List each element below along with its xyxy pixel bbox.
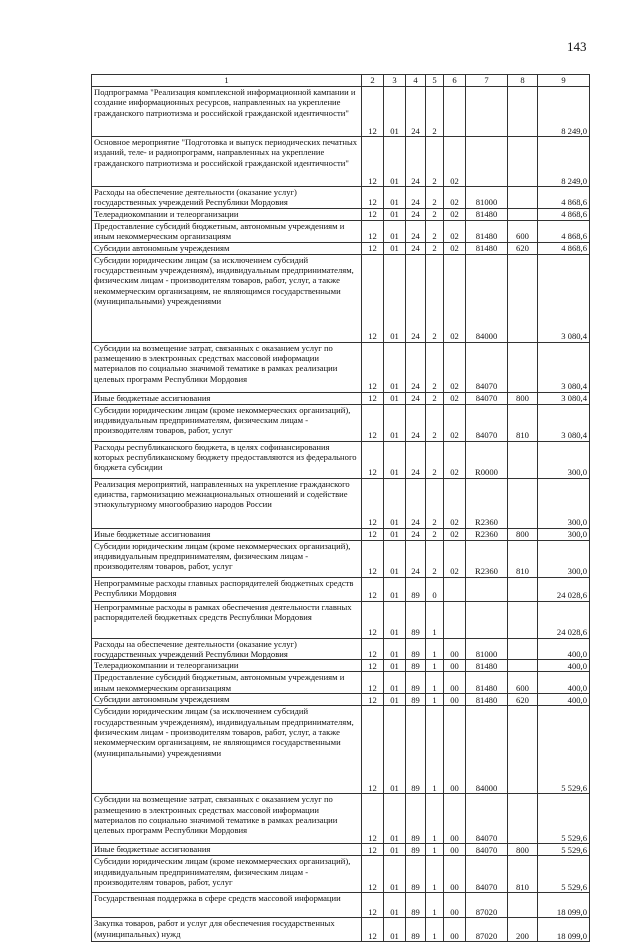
table-row <box>92 220 590 242</box>
table-row <box>92 404 590 441</box>
code-cell-7: R2360 <box>466 540 508 577</box>
code-cell-6: 02 <box>444 220 466 242</box>
table-row <box>92 87 590 137</box>
row-name-cell: Субсидии юридическим лицам (кроме некоммерческих организаций), индивидуальным предпринимателям, физическим лицам - производителям товаров, работ, услуг <box>92 856 362 893</box>
code-cell-3: 01 <box>384 242 406 254</box>
code-cell-2: 12 <box>362 87 384 137</box>
code-cell-2: 12 <box>362 404 384 441</box>
code-cell-4: 89 <box>406 672 426 694</box>
code-cell-8 <box>508 441 538 478</box>
code-cell-7: 84070 <box>466 844 508 856</box>
table-row <box>92 660 590 672</box>
code-cell-4: 24 <box>406 137 426 187</box>
code-cell-6: 02 <box>444 392 466 404</box>
code-cell-6: 02 <box>444 342 466 392</box>
code-cell-4: 24 <box>406 208 426 220</box>
code-cell-5: 2 <box>426 404 444 441</box>
amount-cell: 400,0 <box>538 660 590 672</box>
code-cell-6 <box>444 87 466 137</box>
header-cell: 7 <box>466 75 508 87</box>
amount-cell: 3 080,4 <box>538 392 590 404</box>
code-cell-5: 2 <box>426 208 444 220</box>
code-cell-5: 2 <box>426 254 444 342</box>
amount-cell: 4 868,6 <box>538 242 590 254</box>
amount-cell: 300,0 <box>538 540 590 577</box>
code-cell-2: 12 <box>362 528 384 540</box>
code-cell-2: 12 <box>362 254 384 342</box>
code-cell-7: 81480 <box>466 220 508 242</box>
code-cell-8 <box>508 794 538 844</box>
amount-cell: 4 868,6 <box>538 220 590 242</box>
code-cell-4: 24 <box>406 404 426 441</box>
code-cell-8: 200 <box>508 918 538 942</box>
code-cell-2: 12 <box>362 220 384 242</box>
code-cell-8: 600 <box>508 220 538 242</box>
table-row <box>92 137 590 187</box>
code-cell-7: 81000 <box>466 187 508 209</box>
amount-cell: 5 529,6 <box>538 856 590 893</box>
code-cell-8 <box>508 893 538 918</box>
code-cell-4: 89 <box>406 601 426 638</box>
row-name-cell: Предоставление субсидий бюджетным, автономным учреждениям и иным некоммерческим организациям <box>92 220 362 242</box>
code-cell-7: 81480 <box>466 242 508 254</box>
code-cell-8 <box>508 87 538 137</box>
code-cell-7: 84070 <box>466 342 508 392</box>
code-cell-3: 01 <box>384 638 406 660</box>
header-cell: 6 <box>444 75 466 87</box>
row-name-cell: Субсидии юридическим лицам (за исключением субсидий государственным учреждениям), индивидуальным предпринимателям, физическим лицам - производителям товаров, работ, услуг, а также некоммерческим организациям, не являющимся государственными (муниципальными) учреждениями <box>92 706 362 794</box>
code-cell-5: 2 <box>426 528 444 540</box>
code-cell-3: 01 <box>384 478 406 528</box>
code-cell-7 <box>466 601 508 638</box>
code-cell-7: 81480 <box>466 660 508 672</box>
code-cell-6: 02 <box>444 242 466 254</box>
table-row <box>92 601 590 638</box>
code-cell-2: 12 <box>362 478 384 528</box>
code-cell-6: 02 <box>444 441 466 478</box>
code-cell-2: 12 <box>362 638 384 660</box>
code-cell-4: 24 <box>406 187 426 209</box>
code-cell-3: 01 <box>384 577 406 601</box>
code-cell-7 <box>466 137 508 187</box>
code-cell-6: 00 <box>444 844 466 856</box>
code-cell-2: 12 <box>362 577 384 601</box>
table-row <box>92 706 590 794</box>
code-cell-7: 84070 <box>466 404 508 441</box>
code-cell-5: 1 <box>426 893 444 918</box>
row-name-cell: Иные бюджетные ассигнования <box>92 528 362 540</box>
code-cell-2: 12 <box>362 660 384 672</box>
table-row <box>92 638 590 660</box>
code-cell-8: 810 <box>508 404 538 441</box>
code-cell-5: 2 <box>426 220 444 242</box>
amount-cell: 4 868,6 <box>538 208 590 220</box>
table-row <box>92 540 590 577</box>
code-cell-3: 01 <box>384 404 406 441</box>
code-cell-7: 84000 <box>466 706 508 794</box>
code-cell-2: 12 <box>362 342 384 392</box>
code-cell-6: 00 <box>444 893 466 918</box>
code-cell-5: 1 <box>426 918 444 942</box>
code-cell-3: 01 <box>384 528 406 540</box>
header-cell: 1 <box>92 75 362 87</box>
code-cell-2: 12 <box>362 918 384 942</box>
row-name-cell: Реализация мероприятий, направленных на укрепление гражданского единства, гармонизацию межнациональных отношений и содействие этнокультурному многообразию народов России <box>92 478 362 528</box>
code-cell-3: 01 <box>384 694 406 706</box>
code-cell-2: 12 <box>362 242 384 254</box>
code-cell-3: 01 <box>384 672 406 694</box>
table-row <box>92 794 590 844</box>
code-cell-6: 00 <box>444 660 466 672</box>
code-cell-3: 01 <box>384 844 406 856</box>
row-name-cell: Субсидии автономным учреждениям <box>92 242 362 254</box>
amount-cell: 400,0 <box>538 638 590 660</box>
code-cell-7: R0000 <box>466 441 508 478</box>
code-cell-7 <box>466 87 508 137</box>
header-cell: 8 <box>508 75 538 87</box>
amount-cell: 3 080,4 <box>538 254 590 342</box>
code-cell-8 <box>508 208 538 220</box>
row-name-cell: Субсидии на возмещение затрат, связанных с оказанием услуг по размещению в электронных средствах массовой информации материалов по социально значимой тематике в рамках реализации целевых программ Республики Мордовия <box>92 342 362 392</box>
code-cell-2: 12 <box>362 706 384 794</box>
code-cell-7: 84070 <box>466 392 508 404</box>
table-row <box>92 694 590 706</box>
code-cell-5: 2 <box>426 187 444 209</box>
code-cell-8 <box>508 638 538 660</box>
code-cell-8 <box>508 706 538 794</box>
table-row <box>92 893 590 918</box>
row-name-cell: Субсидии на возмещение затрат, связанных с оказанием услуг по размещению в электронных средствах массовой информации материалов по социально значимой тематике в рамках реализации целевых программ Республики Мордовия <box>92 794 362 844</box>
code-cell-4: 24 <box>406 342 426 392</box>
code-cell-4: 89 <box>406 638 426 660</box>
table-row <box>92 392 590 404</box>
amount-cell: 300,0 <box>538 441 590 478</box>
code-cell-2: 12 <box>362 856 384 893</box>
code-cell-6: 02 <box>444 254 466 342</box>
table-row <box>92 856 590 893</box>
table-row <box>92 208 590 220</box>
table-body <box>92 75 590 942</box>
code-cell-5: 2 <box>426 540 444 577</box>
row-name-cell: Закупка товаров, работ и услуг для обеспечения государственных (муниципальных) нужд <box>92 918 362 942</box>
row-name-cell: Субсидии юридическим лицам (кроме некоммерческих организаций), индивидуальным предпринимателям, физическим лицам - производителям товаров, работ, услуг <box>92 404 362 441</box>
code-cell-4: 24 <box>406 392 426 404</box>
code-cell-4: 89 <box>406 844 426 856</box>
code-cell-3: 01 <box>384 660 406 672</box>
code-cell-3: 01 <box>384 794 406 844</box>
code-cell-5: 1 <box>426 660 444 672</box>
code-cell-4: 24 <box>406 540 426 577</box>
amount-cell: 300,0 <box>538 478 590 528</box>
table-row <box>92 242 590 254</box>
code-cell-2: 12 <box>362 672 384 694</box>
table-row <box>92 528 590 540</box>
amount-cell: 400,0 <box>538 672 590 694</box>
code-cell-6: 00 <box>444 706 466 794</box>
code-cell-5: 1 <box>426 672 444 694</box>
code-cell-3: 01 <box>384 601 406 638</box>
code-cell-6: 00 <box>444 694 466 706</box>
code-cell-6: 02 <box>444 137 466 187</box>
row-name-cell: Телерадиокомпании и телеорганизации <box>92 660 362 672</box>
code-cell-4: 24 <box>406 242 426 254</box>
code-cell-8: 810 <box>508 540 538 577</box>
amount-cell: 400,0 <box>538 694 590 706</box>
code-cell-7: 87020 <box>466 918 508 942</box>
code-cell-4: 24 <box>406 254 426 342</box>
code-cell-7: 81480 <box>466 694 508 706</box>
code-cell-5: 1 <box>426 856 444 893</box>
code-cell-7: 84000 <box>466 254 508 342</box>
code-cell-7: R2360 <box>466 478 508 528</box>
code-cell-7: 81000 <box>466 638 508 660</box>
code-cell-8 <box>508 187 538 209</box>
code-cell-2: 12 <box>362 187 384 209</box>
row-name-cell: Расходы на обеспечение деятельности (оказание услуг) государственных учреждений Республики Мордовия <box>92 187 362 209</box>
code-cell-6: 02 <box>444 528 466 540</box>
code-cell-6: 00 <box>444 672 466 694</box>
table-row <box>92 577 590 601</box>
code-cell-8 <box>508 254 538 342</box>
code-cell-5: 2 <box>426 242 444 254</box>
code-cell-5: 1 <box>426 844 444 856</box>
amount-cell: 18 099,0 <box>538 918 590 942</box>
code-cell-3: 01 <box>384 220 406 242</box>
code-cell-3: 01 <box>384 87 406 137</box>
code-cell-6 <box>444 601 466 638</box>
header-cell: 5 <box>426 75 444 87</box>
code-cell-4: 24 <box>406 528 426 540</box>
code-cell-6: 02 <box>444 404 466 441</box>
row-name-cell: Основное мероприятие "Подготовка и выпуск периодических печатных изданий, теле- и радиопрограмм, направленных на укрепление гражданского патриотизма и российской гражданской идентичности" <box>92 137 362 187</box>
header-cell: 2 <box>362 75 384 87</box>
table-row <box>92 672 590 694</box>
amount-cell: 5 529,6 <box>538 844 590 856</box>
code-cell-6: 00 <box>444 638 466 660</box>
row-name-cell: Иные бюджетные ассигнования <box>92 844 362 856</box>
code-cell-2: 12 <box>362 540 384 577</box>
code-cell-6: 02 <box>444 540 466 577</box>
table-row <box>92 254 590 342</box>
code-cell-2: 12 <box>362 392 384 404</box>
table-row <box>92 342 590 392</box>
code-cell-7: 84070 <box>466 856 508 893</box>
code-cell-4: 89 <box>406 918 426 942</box>
code-cell-5: 0 <box>426 577 444 601</box>
code-cell-5: 2 <box>426 342 444 392</box>
amount-cell: 300,0 <box>538 528 590 540</box>
code-cell-5: 2 <box>426 392 444 404</box>
code-cell-3: 01 <box>384 392 406 404</box>
amount-cell: 3 080,4 <box>538 404 590 441</box>
code-cell-3: 01 <box>384 918 406 942</box>
code-cell-5: 1 <box>426 601 444 638</box>
code-cell-4: 89 <box>406 794 426 844</box>
code-cell-6: 00 <box>444 794 466 844</box>
code-cell-5: 1 <box>426 706 444 794</box>
code-cell-5: 2 <box>426 441 444 478</box>
code-cell-7 <box>466 577 508 601</box>
code-cell-8: 810 <box>508 856 538 893</box>
amount-cell: 8 249,0 <box>538 137 590 187</box>
code-cell-4: 89 <box>406 893 426 918</box>
code-cell-4: 89 <box>406 856 426 893</box>
code-cell-8: 800 <box>508 528 538 540</box>
row-name-cell: Телерадиокомпании и телеорганизации <box>92 208 362 220</box>
header-cell: 4 <box>406 75 426 87</box>
table-row <box>92 918 590 942</box>
table-row <box>92 478 590 528</box>
row-name-cell: Непрограммные расходы в рамках обеспечения деятельности главных распорядителей бюджетных средств Республики Мордовия <box>92 601 362 638</box>
code-cell-4: 24 <box>406 478 426 528</box>
code-cell-7: 81480 <box>466 672 508 694</box>
code-cell-8: 620 <box>508 242 538 254</box>
code-cell-3: 01 <box>384 137 406 187</box>
code-cell-5: 2 <box>426 137 444 187</box>
code-cell-2: 12 <box>362 794 384 844</box>
amount-cell: 3 080,4 <box>538 342 590 392</box>
code-cell-8 <box>508 478 538 528</box>
code-cell-2: 12 <box>362 893 384 918</box>
row-name-cell: Непрограммные расходы главных распорядителей бюджетных средств Республики Мордовия <box>92 577 362 601</box>
code-cell-3: 01 <box>384 254 406 342</box>
row-name-cell: Подпрограмма "Реализация комплексной информационной кампании и создание информационных ресурсов, направленных на укрепление гражданского патриотизма и российской гражданской идентичности" <box>92 87 362 137</box>
code-cell-4: 24 <box>406 87 426 137</box>
code-cell-2: 12 <box>362 694 384 706</box>
code-cell-3: 01 <box>384 706 406 794</box>
code-cell-3: 01 <box>384 540 406 577</box>
row-name-cell: Расходы на обеспечение деятельности (оказание услуг) государственных учреждений Республики Мордовия <box>92 638 362 660</box>
row-name-cell: Государственная поддержка в сфере средств массовой информации <box>92 893 362 918</box>
code-cell-8: 600 <box>508 672 538 694</box>
code-cell-8: 800 <box>508 844 538 856</box>
amount-cell: 4 868,6 <box>538 187 590 209</box>
code-cell-8 <box>508 577 538 601</box>
code-cell-8: 800 <box>508 392 538 404</box>
code-cell-7: 84070 <box>466 794 508 844</box>
code-cell-5: 2 <box>426 478 444 528</box>
code-cell-8: 620 <box>508 694 538 706</box>
code-cell-5: 1 <box>426 794 444 844</box>
code-cell-2: 12 <box>362 137 384 187</box>
row-name-cell: Предоставление субсидий бюджетным, автономным учреждениям и иным некоммерческим организациям <box>92 672 362 694</box>
budget-table <box>91 74 590 942</box>
amount-cell: 24 028,6 <box>538 601 590 638</box>
code-cell-3: 01 <box>384 208 406 220</box>
code-cell-3: 01 <box>384 342 406 392</box>
code-cell-6: 02 <box>444 208 466 220</box>
code-cell-5: 1 <box>426 694 444 706</box>
header-row <box>92 75 590 87</box>
code-cell-7: 81480 <box>466 208 508 220</box>
code-cell-2: 12 <box>362 601 384 638</box>
code-cell-3: 01 <box>384 441 406 478</box>
row-name-cell: Субсидии автономным учреждениям <box>92 694 362 706</box>
row-name-cell: Расходы республиканского бюджета, в целях софинансирования которых республиканскому бюджету предоставляются из федерального бюджета субсидии <box>92 441 362 478</box>
code-cell-6: 02 <box>444 478 466 528</box>
code-cell-3: 01 <box>384 893 406 918</box>
amount-cell: 5 529,6 <box>538 794 590 844</box>
amount-cell: 18 099,0 <box>538 893 590 918</box>
code-cell-5: 2 <box>426 87 444 137</box>
code-cell-6 <box>444 577 466 601</box>
header-cell: 3 <box>384 75 406 87</box>
code-cell-2: 12 <box>362 844 384 856</box>
code-cell-4: 24 <box>406 441 426 478</box>
table-row <box>92 844 590 856</box>
header-cell: 9 <box>538 75 590 87</box>
table-row <box>92 187 590 209</box>
code-cell-7: R2360 <box>466 528 508 540</box>
amount-cell: 8 249,0 <box>538 87 590 137</box>
code-cell-3: 01 <box>384 856 406 893</box>
code-cell-8 <box>508 660 538 672</box>
code-cell-7: 87020 <box>466 893 508 918</box>
code-cell-6: 00 <box>444 918 466 942</box>
row-name-cell: Субсидии юридическим лицам (за исключением субсидий государственным учреждениям), индивидуальным предпринимателям, физическим лицам - производителям товаров, работ, услуг, а также некоммерческим организациям, не являющимся государственными (муниципальными) учреждениями <box>92 254 362 342</box>
code-cell-3: 01 <box>384 187 406 209</box>
code-cell-8 <box>508 137 538 187</box>
page-number: 143 <box>567 39 587 54</box>
row-name-cell: Субсидии юридическим лицам (кроме некоммерческих организаций), индивидуальным предпринимателям, физическим лицам - производителям товаров, работ, услуг <box>92 540 362 577</box>
code-cell-6: 02 <box>444 187 466 209</box>
code-cell-2: 12 <box>362 441 384 478</box>
row-name-cell: Иные бюджетные ассигнования <box>92 392 362 404</box>
code-cell-4: 24 <box>406 220 426 242</box>
code-cell-8 <box>508 601 538 638</box>
code-cell-6: 00 <box>444 856 466 893</box>
code-cell-4: 89 <box>406 694 426 706</box>
code-cell-8 <box>508 342 538 392</box>
code-cell-2: 12 <box>362 208 384 220</box>
code-cell-4: 89 <box>406 706 426 794</box>
code-cell-5: 1 <box>426 638 444 660</box>
table-row <box>92 441 590 478</box>
amount-cell: 5 529,6 <box>538 706 590 794</box>
code-cell-4: 89 <box>406 577 426 601</box>
amount-cell: 24 028,6 <box>538 577 590 601</box>
code-cell-4: 89 <box>406 660 426 672</box>
